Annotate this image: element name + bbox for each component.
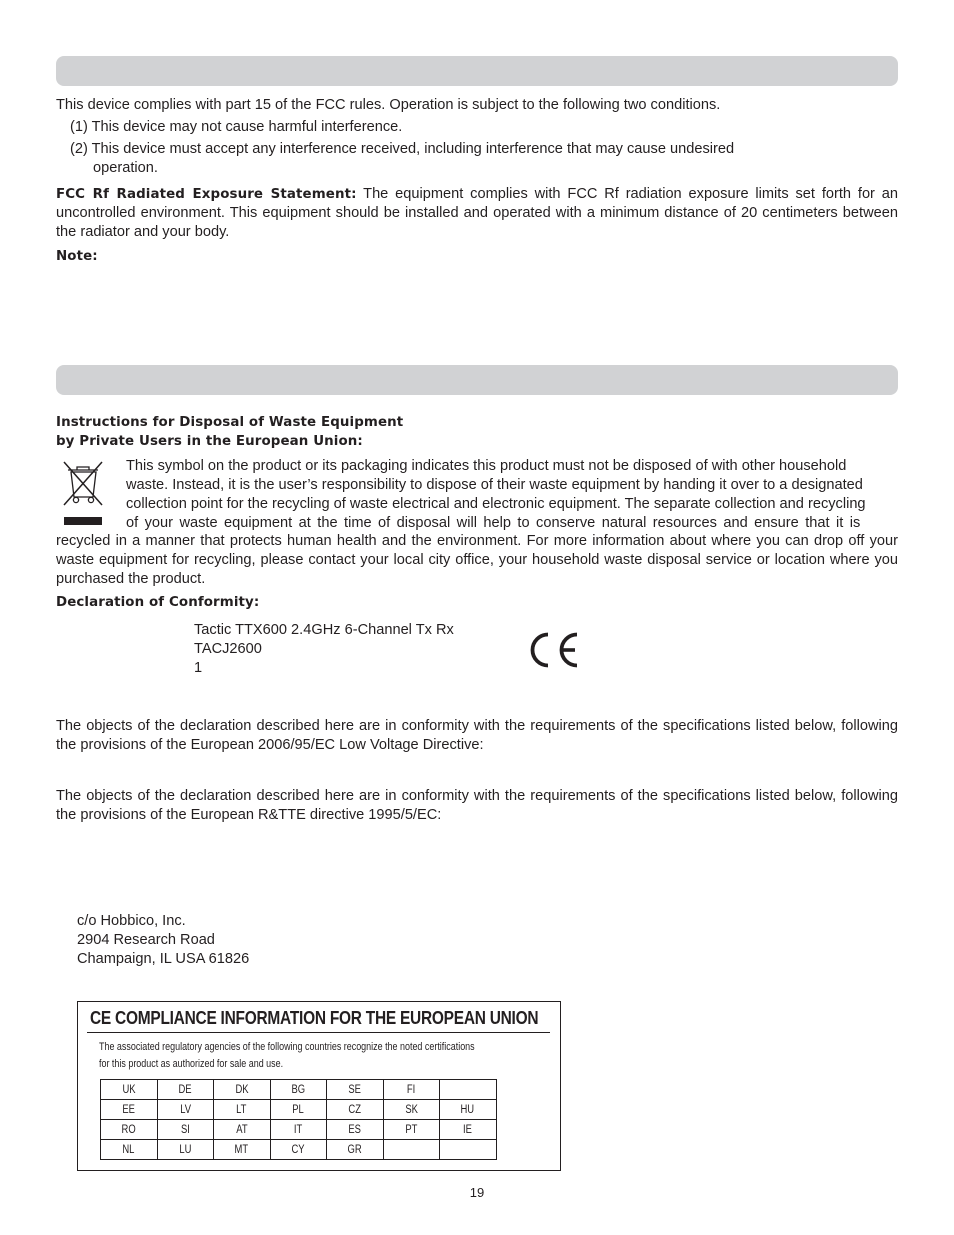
- country-cell: CZ: [327, 1100, 384, 1120]
- doc-label: Declaration of Conformity:: [56, 595, 260, 610]
- country-cell: PL: [270, 1100, 327, 1120]
- country-cell: FI: [383, 1080, 440, 1100]
- doc-product-info: [194, 621, 454, 678]
- table-row: [101, 1080, 497, 1100]
- country-cell: PT: [383, 1120, 440, 1140]
- country-cell: RO: [101, 1120, 158, 1140]
- ce-note-line-1: The associated regulatory agencies of the following countries recognize the noted certifications: [99, 1041, 475, 1053]
- disposal-line-3: collection point for the recycling of waste electrical and electronic equipment. The separate collection and recycling: [126, 496, 866, 512]
- doc-product-name: Tactic TTX600 2.4GHz 6-Channel Tx Rx: [194, 622, 454, 638]
- country-cell: HU: [440, 1100, 497, 1120]
- doc-equipment-class: 1: [194, 660, 203, 676]
- country-cell: LT: [214, 1100, 271, 1120]
- country-cell: LV: [157, 1100, 214, 1120]
- ce-compliance-note: [99, 1039, 547, 1073]
- country-cell: SI: [157, 1120, 214, 1140]
- disposal-line-2: waste. Instead, it is the user’s responsibility to dispose of their waste equipment by handing it over to a designated: [126, 477, 863, 493]
- address-line-2: 2904 Research Road: [77, 932, 215, 948]
- disposal-heading-line2: by Private Users in the European Union:: [56, 434, 363, 449]
- note-label: Note:: [56, 249, 98, 264]
- fcc-condition-2-cont: operation.: [93, 160, 158, 176]
- page-number: 19: [469, 1185, 485, 1200]
- manufacturer-address: [77, 912, 249, 969]
- table-row: [101, 1120, 497, 1140]
- disposal-text-rest: recycled in a manner that protects human health and the environment. For more information about where you can drop off your waste equipment for recycling, please contact your local city office, your household waste disposal service or location where you purchased the product.: [56, 533, 898, 587]
- table-row: [101, 1140, 497, 1160]
- ce-mark-icon: [526, 630, 582, 670]
- country-table: [100, 1079, 497, 1160]
- country-cell: BG: [270, 1080, 327, 1100]
- country-cell: DE: [157, 1080, 214, 1100]
- country-cell: CY: [270, 1140, 327, 1160]
- country-cell: IT: [270, 1120, 327, 1140]
- fcc-intro: This device complies with part 15 of the FCC rules. Operation is subject to the following two conditions.: [56, 97, 721, 113]
- doc-lvd-text: The objects of the declaration described here are in conformity with the requirements of the specifications listed below, following the provisions of the European 2006/95/EC Low Voltage Directive:: [56, 718, 898, 753]
- disposal-heading-line1: Instructions for Disposal of Waste Equipment: [56, 415, 404, 430]
- country-cell: SK: [383, 1100, 440, 1120]
- ce-note-line-2: for this product as authorized for sale and use.: [99, 1058, 284, 1070]
- country-cell: MT: [214, 1140, 271, 1160]
- country-cell: GR: [327, 1140, 384, 1160]
- country-cell: IE: [440, 1120, 497, 1140]
- fcc-rf-statement: [56, 185, 898, 242]
- country-cell: EE: [101, 1100, 158, 1120]
- fcc-rf-label: FCC Rf Radiated Exposure Statement:: [56, 187, 357, 202]
- address-line-1: c/o Hobbico, Inc.: [77, 913, 186, 929]
- country-cell: UK: [101, 1080, 158, 1100]
- disposal-line-4: of your waste equipment at the time of disposal will help to conserve natural resources and ensure that it is: [126, 515, 861, 531]
- fcc-condition-1: (1) This device may not cause harmful interference.: [70, 119, 403, 135]
- ce-title-divider: [87, 1032, 550, 1033]
- address-line-3: Champaign, IL USA 61826: [77, 951, 250, 967]
- disposal-heading: [56, 413, 403, 451]
- country-cell: [440, 1080, 497, 1100]
- crossed-out-wheelie-bin-icon: [60, 458, 108, 530]
- fcc-condition-2: (2) This device must accept any interference received, including interference that may cause undesired: [70, 141, 735, 157]
- country-cell: SE: [327, 1080, 384, 1100]
- country-cell: DK: [214, 1080, 271, 1100]
- table-row: [101, 1100, 497, 1120]
- country-cell: LU: [157, 1140, 214, 1160]
- country-cell: ES: [327, 1120, 384, 1140]
- country-cell: [383, 1140, 440, 1160]
- section-header-bar-fcc: [56, 56, 898, 86]
- country-cell: AT: [214, 1120, 271, 1140]
- ce-compliance-title: CE COMPLIANCE INFORMATION FOR THE EUROPEAN UNION: [90, 1008, 539, 1028]
- ce-compliance-box: [77, 1001, 561, 1171]
- country-cell: [440, 1140, 497, 1160]
- doc-rtte-text: The objects of the declaration described here are in conformity with the requirements of the specifications listed below, following the provisions of the European R&TTE directive 1995/5/EC:: [56, 788, 898, 823]
- disposal-text-wrapped: [126, 457, 898, 533]
- country-cell: NL: [101, 1140, 158, 1160]
- doc-model-number: TACJ2600: [194, 641, 262, 657]
- disposal-line-1: This symbol on the product or its packaging indicates this product must not be disposed of with other household: [126, 458, 847, 474]
- fcc-rf-text: The equipment complies with FCC Rf radiation exposure limits set forth for an uncontrolled environment. This equipment should be installed and operated with a minimum distance of 20 centimeters between the radiator and your body.: [56, 186, 899, 240]
- section-header-bar-ce: [56, 365, 898, 395]
